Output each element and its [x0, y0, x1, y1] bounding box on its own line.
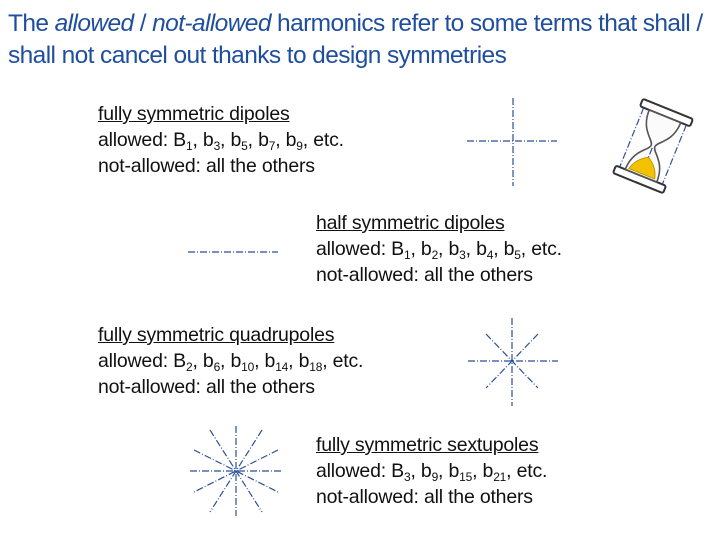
- harmonic-term: $B_1$: [173, 129, 193, 153]
- title-not-allowed: not-allowed: [152, 10, 271, 37]
- etc-label: etc.: [313, 129, 344, 151]
- harmonic-term: $b_3$: [448, 238, 466, 262]
- quadrupole-symmetry-icon: [464, 316, 560, 408]
- harmonic-term: $b_5$: [230, 129, 248, 153]
- harmonic-term: $b_3$: [202, 129, 221, 153]
- etc-label: etc.: [332, 350, 364, 372]
- etc-label: etc.: [516, 460, 548, 482]
- harmonic-term: $B_2$: [173, 350, 193, 374]
- section-heading: fully symmetric dipoles: [98, 103, 290, 125]
- harmonic-term: $b_{14}$: [264, 350, 289, 374]
- section-heading: half symmetric dipoles: [316, 212, 505, 234]
- not-allowed-line: not-allowed: all the others: [98, 376, 315, 398]
- section-fully-symmetric-dipoles: [98, 101, 344, 179]
- sextupole-symmetry-icon: [188, 424, 284, 518]
- allowed-terms: $B_1$, $b_3$, $b_5$, $b_7$, $b_9$, etc.: [173, 129, 344, 153]
- harmonic-term: $b_4$: [476, 238, 494, 262]
- allowed-terms: $B_3$, $b_9$, $b_{15}$, $b_{21}$, etc.: [391, 460, 548, 484]
- harmonic-term: $B_1$: [391, 238, 411, 262]
- slide-title: The allowed / not-allowed harmonics refer to some terms that shall / shall not cancel out thanks to design symmetries: [8, 10, 703, 69]
- harmonic-term: $b_5$: [503, 238, 521, 262]
- allowed-terms: $B_1$, $b_2$, $b_3$, $b_4$, $b_5$, etc.: [391, 238, 562, 262]
- not-allowed-line: not-allowed: all the others: [316, 264, 533, 286]
- not-allowed-line: not-allowed: all the others: [316, 486, 533, 508]
- etc-label: etc.: [531, 238, 562, 260]
- hourglass-icon: [606, 96, 700, 196]
- harmonic-term: $b_{18}$: [298, 350, 323, 374]
- harmonic-term: $b_7$: [258, 129, 276, 153]
- allowed-line: allowed: $B_2$, $b_6$, $b_{10}$, $b_{14}$, $b_{18}$, etc.: [98, 350, 364, 374]
- harmonic-term: $b_{21}$: [482, 460, 507, 484]
- section-half-symmetric-dipoles: [316, 210, 562, 288]
- allowed-line: allowed: $B_3$, $b_9$, $b_{15}$, $b_{21}$, etc.: [316, 460, 548, 484]
- harmonic-term: $b_6$: [202, 350, 221, 374]
- harmonic-term: $b_9$: [420, 460, 439, 484]
- section-heading: fully symmetric quadrupoles: [98, 324, 335, 346]
- harmonic-term: $b_9$: [285, 129, 303, 153]
- allowed-line: allowed: $B_1$, $b_2$, $b_3$, $b_4$, $b_5$, etc.: [316, 238, 562, 262]
- not-allowed-line: not-allowed: all the others: [98, 155, 315, 177]
- allowed-line: allowed: $B_1$, $b_3$, $b_5$, $b_7$, $b_9$, etc.: [98, 129, 344, 153]
- section-fully-symmetric-quadrupoles: [98, 322, 363, 400]
- harmonic-term: $b_{15}$: [448, 460, 473, 484]
- half-dipole-symmetry-icon: [186, 244, 280, 260]
- harmonic-term: $B_3$: [391, 460, 411, 484]
- section-heading: fully symmetric sextupoles: [316, 434, 539, 456]
- harmonic-term: $b_2$: [420, 238, 439, 262]
- section-fully-symmetric-sextupoles: [316, 432, 547, 510]
- dipole-symmetry-icon: [463, 96, 559, 188]
- title-allowed: allowed: [54, 10, 134, 37]
- allowed-terms: $B_2$, $b_6$, $b_{10}$, $b_{14}$, $b_{18}$, etc.: [173, 350, 364, 374]
- harmonic-term: $b_{10}$: [230, 350, 255, 374]
